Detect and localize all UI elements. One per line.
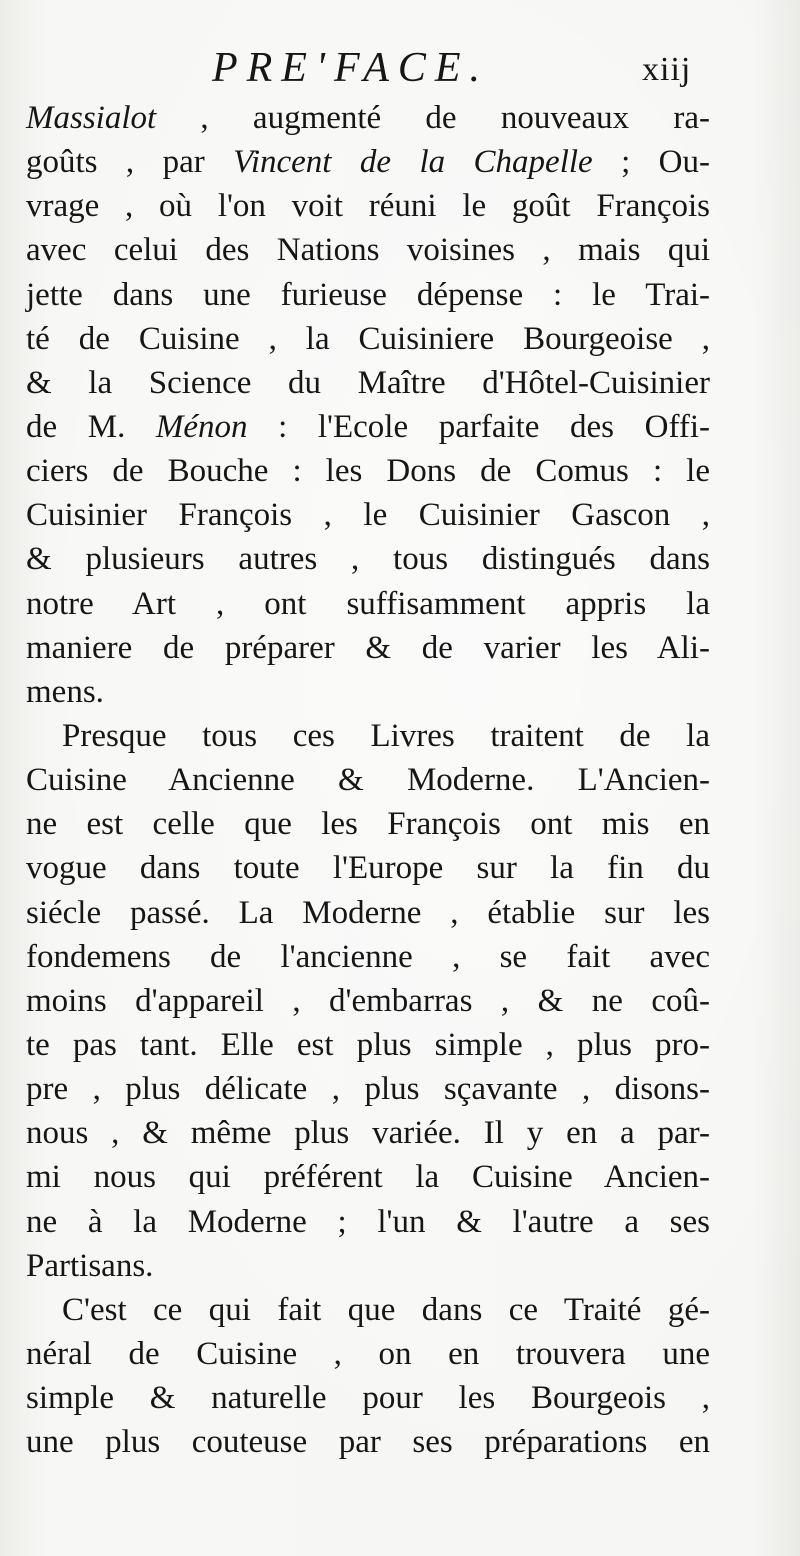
body-text (26, 96, 710, 1464)
text-line: Cuisinier François , le Cuisinier Gascon , (26, 497, 710, 534)
text-line: ne est celle que les François ont mis en (26, 806, 710, 843)
text-line: siécle passé. La Moderne , établie sur les (26, 894, 710, 931)
author-name: Ménon (155, 408, 248, 445)
text-line: avec celui des Nations voisines , mais qui (26, 232, 710, 269)
text-line: maniere de préparer & de varier les Ali- (26, 629, 710, 666)
text-line: vogue dans toute l'Europe sur la fin du (26, 850, 710, 887)
text-line: mi nous qui préférent la Cuisine Ancien- (26, 1159, 710, 1196)
text-line: Partisans. (26, 1247, 154, 1284)
text-line: Cuisine Ancienne & Moderne. L'Ancien- (26, 762, 710, 799)
author-name: Massialot (26, 100, 157, 136)
text-line: simple & naturelle pour les Bourgeois , (26, 1380, 710, 1417)
text-line: notre Art , ont suffisamment appris la (26, 585, 710, 622)
text-line: pre , plus délicate , plus sçavante , disons- (26, 1071, 710, 1108)
running-title: PRE'FACE. (212, 45, 490, 91)
text-line: te pas tant. Elle est plus simple , plus pro- (26, 1026, 710, 1063)
paragraph-start-line: Presque tous ces Livres traitent de la (62, 717, 710, 754)
text-line: vrage , où l'on voit réuni le goût François (26, 188, 710, 225)
text-line: jette dans une furieuse dépense : le Trai- (26, 276, 710, 313)
page-number: xiij (642, 51, 692, 88)
text-line: & la Science du Maître d'Hôtel-Cuisinier (26, 364, 710, 401)
author-name: Vincent de la Chapelle (233, 144, 593, 181)
text-line: de M. Ménon : l'Ecole parfaite des Offi- (26, 408, 710, 445)
text-line: & plusieurs autres , tous distingués dans (26, 541, 710, 578)
text-line: ne à la Moderne ; l'un & l'autre a ses (26, 1203, 710, 1240)
text-line: une plus couteuse par ses préparations en (26, 1424, 710, 1461)
text-line: nous , & même plus variée. Il y en a par- (26, 1115, 710, 1152)
page-header (0, 40, 800, 100)
text-line: fondemens de l'ancienne , se fait avec (26, 938, 710, 975)
text-line: néral de Cuisine , on en trouvera une (26, 1335, 710, 1372)
text-line: mens. (26, 673, 104, 710)
text-line: té de Cuisine , la Cuisiniere Bourgeoise , (26, 320, 710, 357)
paragraph-start-line: C'est ce qui fait que dans ce Traité gé- (62, 1291, 710, 1328)
text-line: ciers de Bouche : les Dons de Comus : le (26, 453, 710, 490)
text-line: goûts , par Vincent de la Chapelle ; Ou- (26, 144, 711, 181)
text-line: moins d'appareil , d'embarras , & ne coû- (26, 982, 710, 1019)
text-line: Massialot , augmenté de nouveaux ra- (26, 100, 710, 136)
